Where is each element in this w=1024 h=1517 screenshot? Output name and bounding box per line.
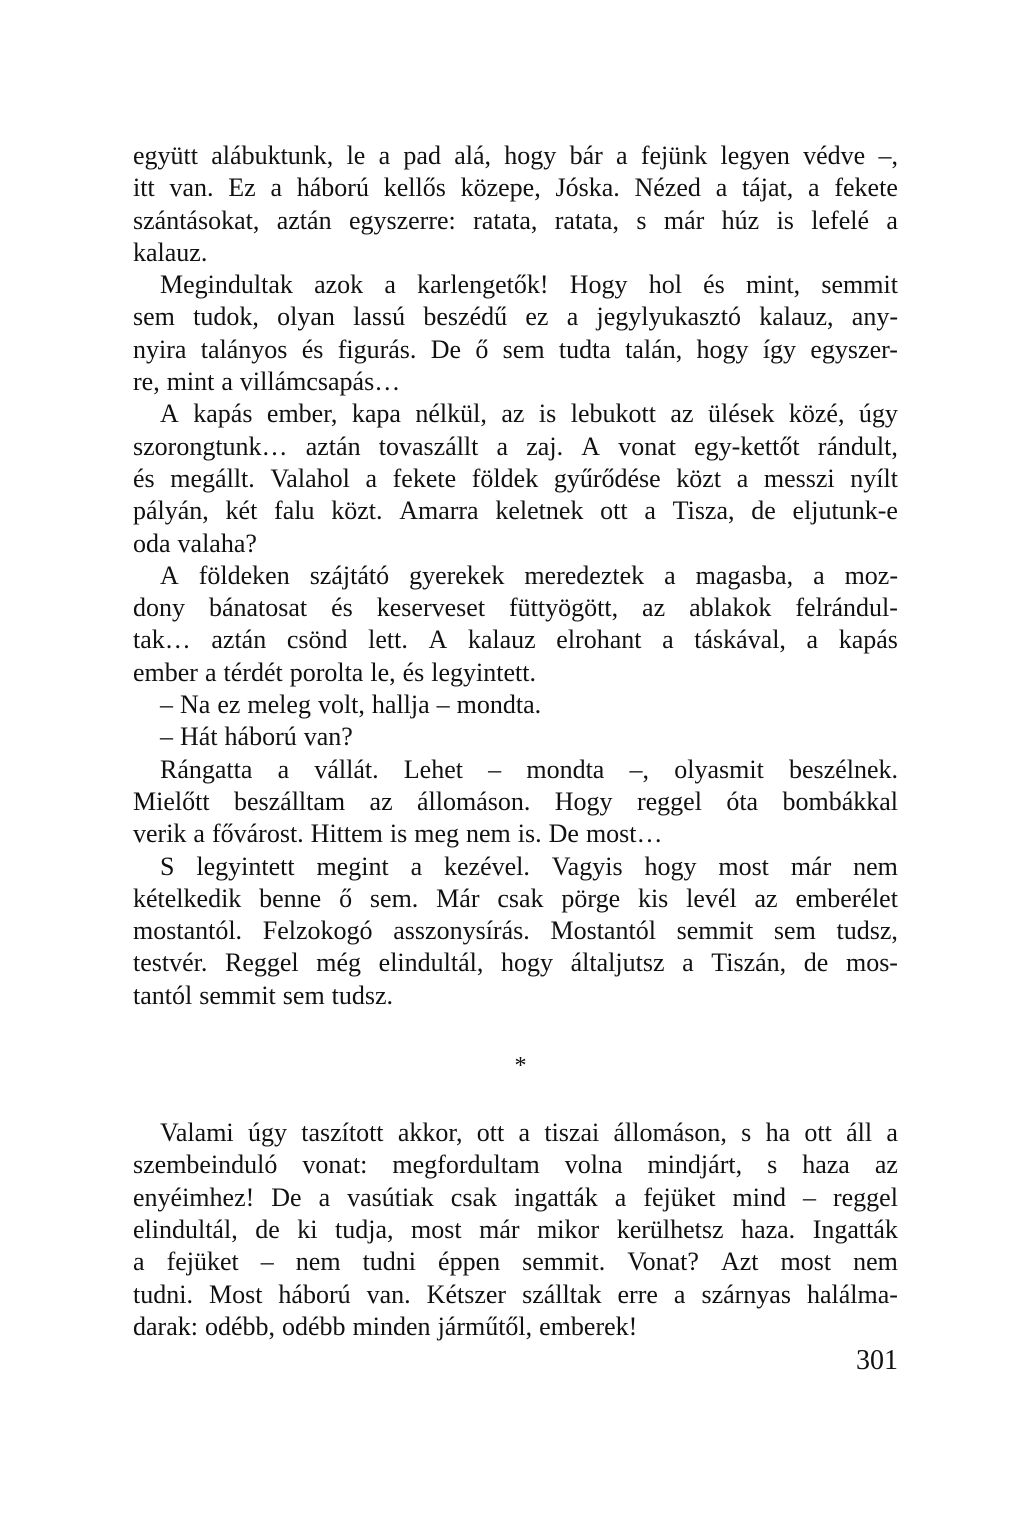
text-line: dony bánatosat és keserveset füttyögött, az ablakok felrándul- [133,593,898,623]
text-line: együtt alábuktunk, le a pad alá, hogy bár a fejünk legyen védve –, [133,141,898,170]
text-line: testvér. Reggel még elindultál, hogy általjutsz a Tiszán, de mos- [133,948,898,978]
text-line: verik a fővárost. Hittem is meg nem is. De most… [133,819,663,849]
text-section-2 [133,1117,898,1343]
text-line: szembeinduló vonat: megfordultam volna mindjárt, s haza az [133,1150,898,1180]
text-line: szántásokat, aztán egyszerre: ratata, ratata, s már húz is lefelé a [133,205,898,235]
text-line: elindultál, de ki tudja, most már mikor kerülhetsz haza. Ingatták [133,1214,898,1244]
text-line: szorongtunk… aztán tovaszállt a zaj. A vonat egy-kettőt rándult, [133,431,898,461]
text-line: A kapás ember, kapa nélkül, az is lebukott az ülések közé, úgy [160,399,898,429]
text-line: kételkedik benne ő sem. Már csak pörge kis levél az emberélet [133,883,898,913]
text-line: tak… aztán csönd lett. A kalauz elrohant a táskával, a kapás [133,625,898,655]
text-section-1 [133,140,898,1012]
text-line: Valami úgy taszított akkor, ott a tiszai állomáson, s ha ott áll a [160,1118,898,1148]
text-line: sem tudok, olyan lassú beszédű ez a jegylyukasztó kalauz, any- [133,302,898,332]
page-number: 301 [856,1345,898,1376]
text-line: – Hát háború van? [160,722,353,752]
text-line: a fejüket – nem tudni éppen semmit. Vonat? Azt most nem [133,1247,898,1277]
text-line: oda valaha? [133,528,257,558]
text-line: kalauz. [133,237,208,267]
text-line: tudni. Most háború van. Kétszer szálltak erre a szárnyas halálma- [133,1279,898,1309]
text-line: mostantól. Felzokogó asszonysírás. Mostantól semmit sem tudsz, [133,916,898,946]
text-line: Mielőtt beszálltam az állomáson. Hogy reggel óta bombákkal [133,786,898,816]
text-line: – Na ez meleg volt, hallja – mondta. [160,690,542,720]
text-line: Megindultak azok a karlengetők! Hogy hol és mint, semmit [160,270,898,300]
text-line: tantól semmit sem tudsz. [133,980,394,1010]
text-line: enyéimhez! De a vasútiak csak ingatták a fejüket mind – reggel [133,1182,898,1212]
page-body [133,140,898,1343]
text-line: S legyintett megint a kezével. Vagyis hogy most már nem [160,851,898,881]
text-line: ember a térdét porolta le, és legyintett. [133,657,536,687]
text-line: és megállt. Valahol a fekete földek gyűrődése közt a messzi nyílt [133,463,898,493]
text-line: pályán, két falu közt. Amarra keletnek ott a Tisza, de eljutunk-e [133,496,898,526]
text-line: Rángatta a vállát. Lehet – mondta –, olyasmit beszélnek. [160,754,898,784]
text-line: nyira talányos és figurás. De ő sem tudta talán, hogy így egyszer- [133,334,898,364]
section-break-asterisk: * [514,1053,527,1080]
text-line: re, mint a villámcsapás… [133,367,401,397]
text-line: A földeken szájtátó gyerekek meredeztek a magasba, a moz- [160,560,898,590]
text-line: itt van. Ez a háború kellős közepe, Jóska. Nézed a tájat, a fekete [133,173,898,203]
text-line: darak: odébb, odébb minden járműtől, emberek! [133,1311,638,1341]
